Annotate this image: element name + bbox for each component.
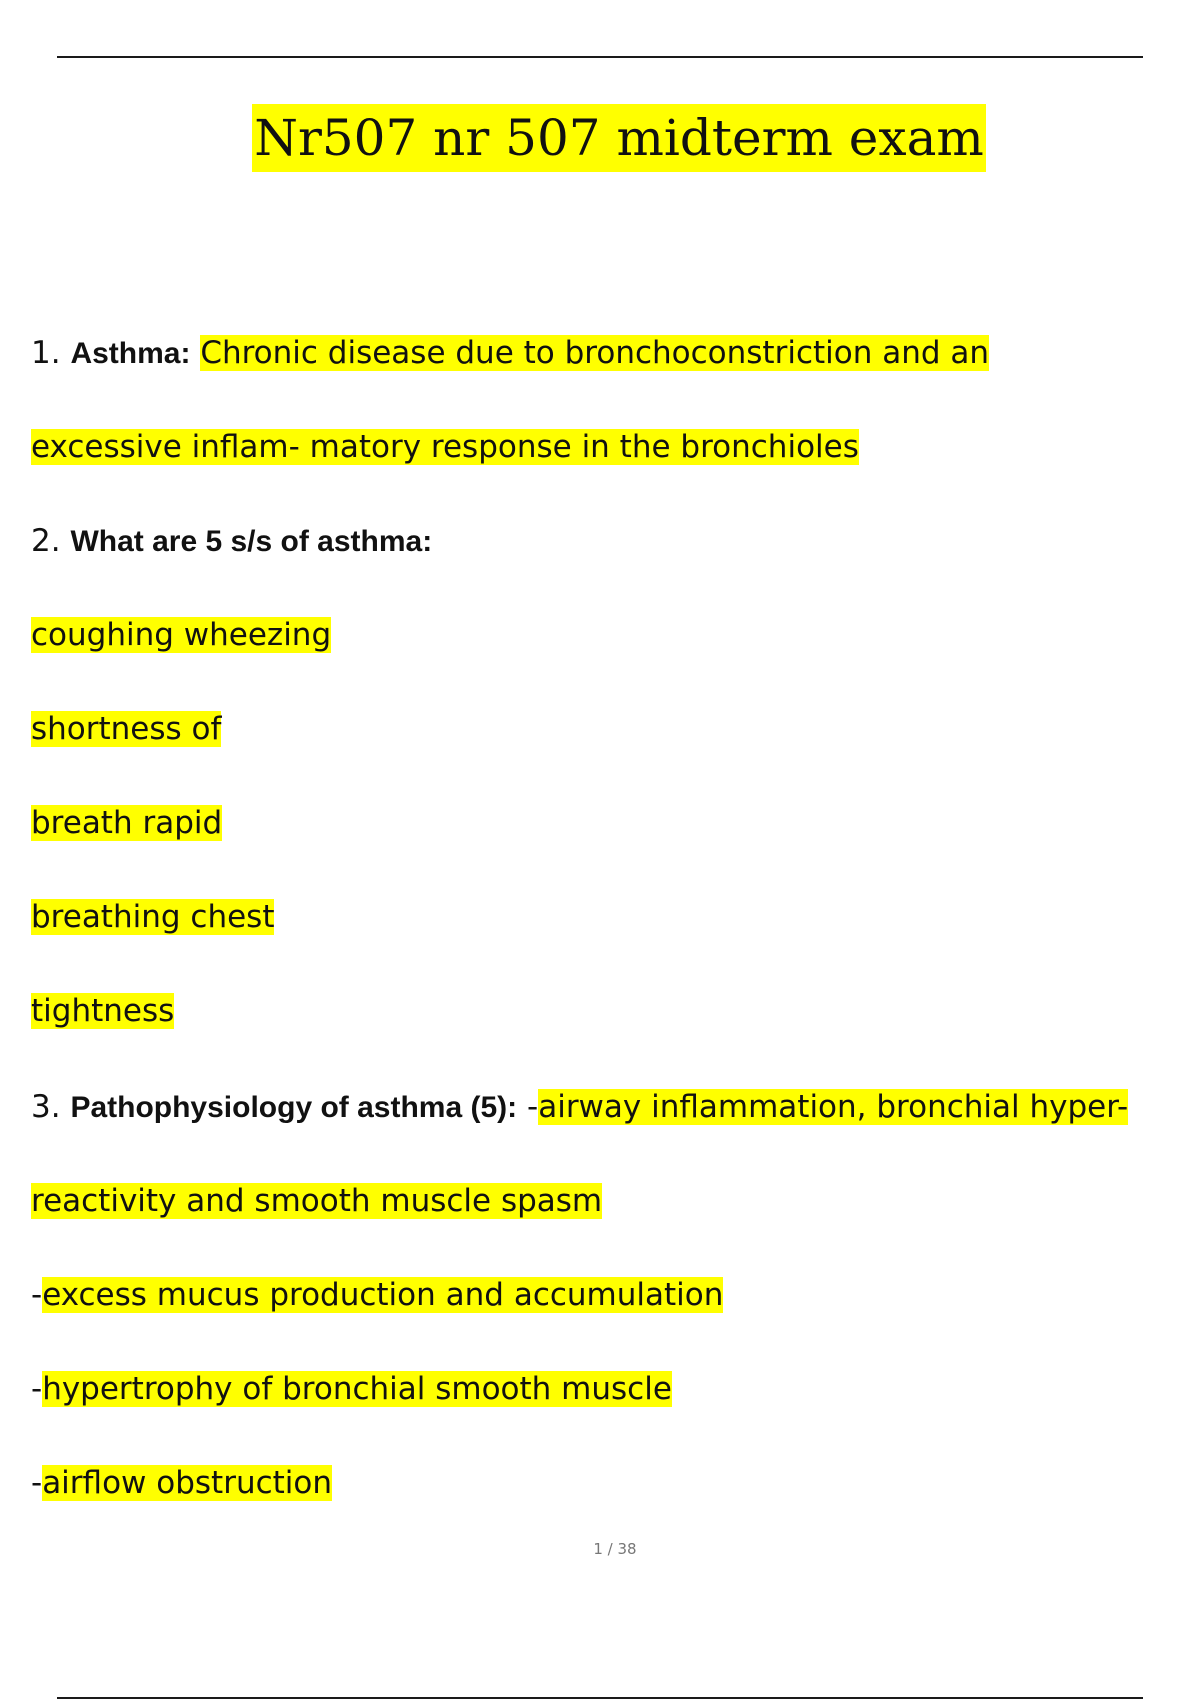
item-3-dash: - — [31, 1277, 43, 1313]
item-2-line-1 — [31, 521, 432, 562]
item-2-answer-4: breathing chest — [31, 899, 275, 935]
item-3-line-5 — [31, 1463, 332, 1503]
item-3-answer-prefix: - — [517, 1089, 539, 1125]
item-1-number: 1. — [31, 335, 61, 371]
item-3-answer-5: airflow obstruction — [42, 1465, 333, 1501]
item-3-line-4 — [31, 1369, 672, 1409]
item-3-answer-3: excess mucus production and accumulation — [42, 1277, 724, 1313]
item-2-answer-line — [31, 897, 274, 937]
item-3-line-3 — [31, 1275, 723, 1315]
item-2-answer-3: breath rapid — [31, 805, 223, 841]
item-3-answer-line-1: airway inflammation, bronchial hyper- — [538, 1089, 1129, 1125]
item-3-number: 3. — [31, 1089, 61, 1125]
item-3-question: Pathophysiology of asthma (5): — [70, 1091, 518, 1124]
item-2-answer-line — [31, 803, 222, 843]
item-2-answer-1: coughing wheezing — [31, 617, 332, 653]
page-title: Nr507 nr 507 midterm exam — [252, 104, 986, 172]
bottom-rule — [57, 1697, 1143, 1699]
title-wrap — [0, 104, 1200, 172]
item-2-answer-line — [31, 709, 221, 749]
page-indicator: 1 / 38 — [593, 1540, 637, 1558]
item-3-answer-2: reactivity and smooth muscle spasm — [31, 1183, 603, 1219]
item-1-line-2 — [31, 427, 859, 467]
item-3-dash: - — [31, 1371, 43, 1407]
item-2-answer-2: shortness of — [31, 711, 222, 747]
item-2-answer-5: tightness — [31, 993, 175, 1029]
item-1-question: Asthma: — [70, 337, 191, 370]
item-1-answer-line-1: Chronic disease due to bronchoconstriction and an — [200, 335, 990, 371]
item-3-line-2 — [31, 1181, 602, 1221]
item-2-answer-line — [31, 991, 174, 1031]
item-1-answer-line-2: excessive inflam- matory response in the bronchioles — [31, 429, 859, 465]
item-1-line-1 — [31, 333, 989, 374]
item-2-number: 2. — [31, 523, 61, 559]
item-3-dash: - — [31, 1465, 43, 1501]
top-rule — [57, 56, 1143, 58]
item-2-question: What are 5 s/s of asthma: — [70, 525, 433, 558]
item-3-answer-4: hypertrophy of bronchial smooth muscle — [42, 1371, 672, 1407]
item-2-answer-line — [31, 615, 331, 655]
item-3-line-1 — [31, 1087, 1128, 1128]
